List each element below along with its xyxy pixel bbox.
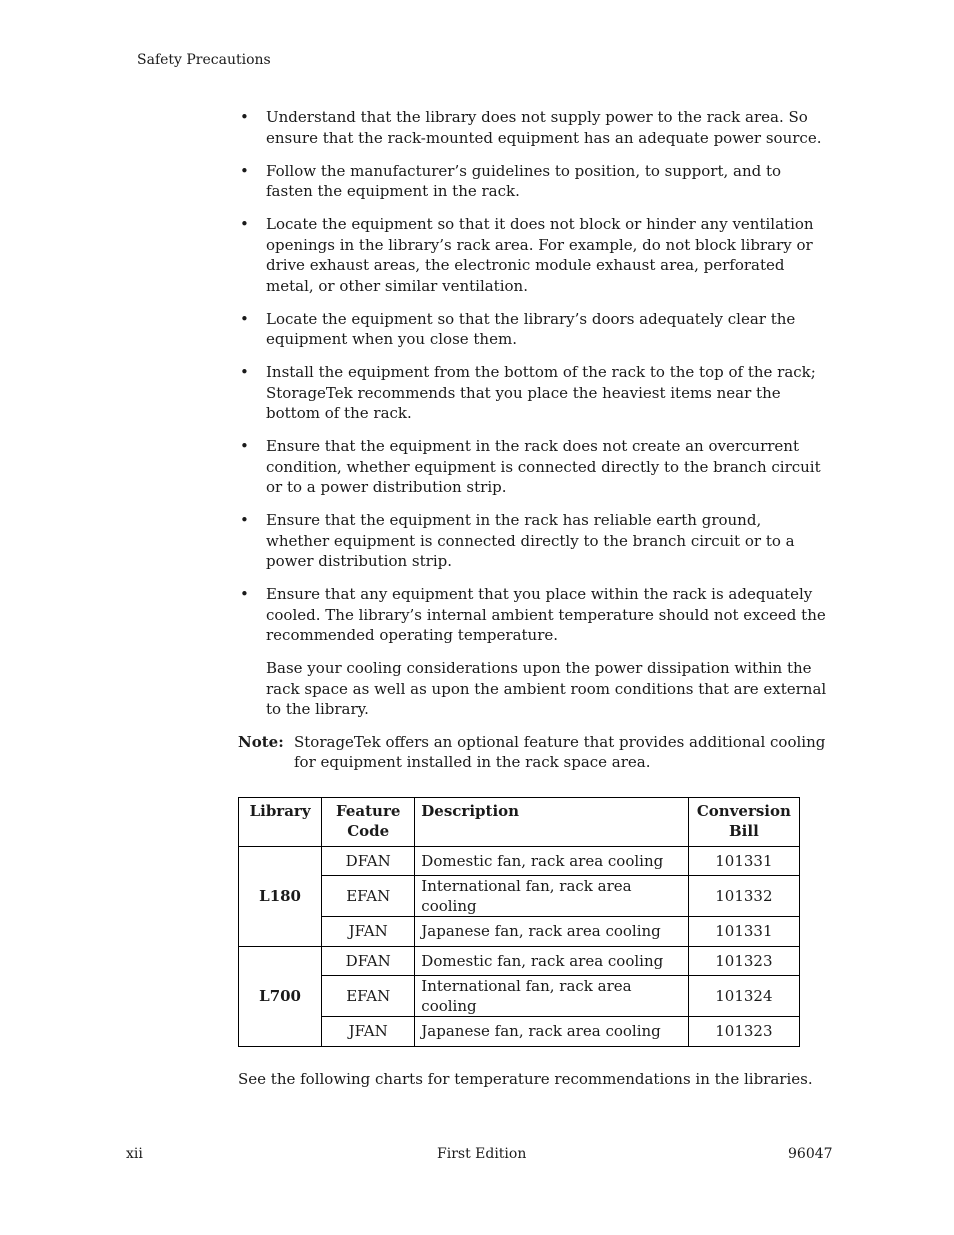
header-library: Library (239, 797, 322, 846)
footer-edition: First Edition (437, 1146, 527, 1162)
description-cell: International fan, rack area cooling (415, 976, 688, 1017)
bullet-item: • Install the equipment from the bottom of the rack to the top of the rack; StorageTek recommends that you place the heaviest items near the bottom of the rack. (240, 363, 816, 422)
library-cell: L700 (239, 946, 322, 1046)
footer-page-number: xii (126, 1146, 143, 1162)
footer-doc-number: 96047 (788, 1146, 833, 1162)
running-header: Safety Precautions (137, 52, 271, 68)
feature-code-cell: JFAN (322, 1017, 415, 1047)
conversion-bill-cell: 101323 (688, 946, 799, 976)
bullet-dot-icon: • (240, 437, 249, 455)
bullet-dot-icon: • (240, 161, 249, 180)
description-cell: Japanese fan, rack area cooling (415, 917, 688, 947)
bullet-item: • Understand that the library does not supply power to the rack area. So ensure that the rack-mounted equipment has an adequate power source. (240, 108, 822, 147)
bullet-dot-icon: • (240, 511, 249, 529)
conversion-bill-cell: 101331 (688, 846, 799, 876)
feature-code-cell: EFAN (322, 976, 415, 1017)
bullet-item: • Ensure that any equipment that you place within the rack is adequately cooled. The library’s internal ambient temperature should not exceed the recommended operating temperature. (240, 585, 826, 644)
bullet-item: • Locate the equipment so that it does not block or hinder any ventilation openings in the library’s rack area. For example, do not block library or drive exhaust areas, the electronic module exhaust area, perforated metal, or other similar ventilation. (240, 215, 814, 295)
table-row (239, 976, 800, 1017)
fan-feature-table (238, 797, 800, 1047)
conversion-bill-cell: 101331 (688, 917, 799, 947)
bullet-dot-icon: • (240, 108, 249, 126)
table-row (239, 876, 800, 917)
conversion-bill-cell: 101332 (688, 876, 799, 917)
description-cell: Domestic fan, rack area cooling (415, 846, 688, 876)
description-cell: Japanese fan, rack area cooling (415, 1017, 688, 1047)
header-feature-code: Feature Code (322, 797, 415, 846)
library-cell: L180 (239, 846, 322, 946)
description-cell: International fan, rack area cooling (415, 876, 688, 917)
conversion-bill-cell: 101323 (688, 1017, 799, 1047)
feature-code-cell: DFAN (322, 946, 415, 976)
table-row (239, 1017, 800, 1047)
bullet-dot-icon: • (240, 309, 249, 328)
bullet-dot-icon: • (240, 585, 249, 603)
page-body (238, 107, 828, 1104)
bullet-item: • Follow the manufacturer’s guidelines to position, to support, and to fasten the equipment in the rack. (240, 161, 782, 200)
feature-code-cell: DFAN (322, 846, 415, 876)
cooling-paragraph: Base your cooling considerations upon the power dissipation within the rack space as well as upon the ambient room conditions that are external to the library. (266, 659, 827, 718)
bullet-item: • Ensure that the equipment in the rack does not create an overcurrent condition, whether equipment is connected directly to the branch circuit or to a power distribution strip. (240, 437, 821, 496)
table-row (239, 946, 800, 976)
table-row (239, 917, 800, 947)
bullet-item: • Locate the equipment so that the library’s doors adequately clear the equipment when you close them. (240, 309, 796, 348)
header-conversion-bill: Conversion Bill (688, 797, 799, 846)
closing-paragraph: See the following charts for temperature recommendations in the libraries. (238, 1069, 813, 1088)
bullet-item: • Ensure that the equipment in the rack has reliable earth ground, whether equipment is connected directly to the branch circuit or to a power distribution strip. (240, 511, 795, 570)
table-row (239, 846, 800, 876)
note-text: StorageTek offers an optional feature that provides additional cooling for equipment installed in the rack space area. (294, 732, 826, 771)
description-cell: Domestic fan, rack area cooling (415, 946, 688, 976)
header-description: Description (415, 797, 688, 846)
feature-code-cell: JFAN (322, 917, 415, 947)
note-label: Note: (238, 732, 284, 751)
note (238, 732, 828, 773)
feature-code-cell: EFAN (322, 876, 415, 917)
bullet-dot-icon: • (240, 215, 249, 233)
conversion-bill-cell: 101324 (688, 976, 799, 1017)
safety-bullet-list (238, 107, 828, 646)
bullet-dot-icon: • (240, 363, 249, 381)
table-header-row (239, 797, 800, 846)
